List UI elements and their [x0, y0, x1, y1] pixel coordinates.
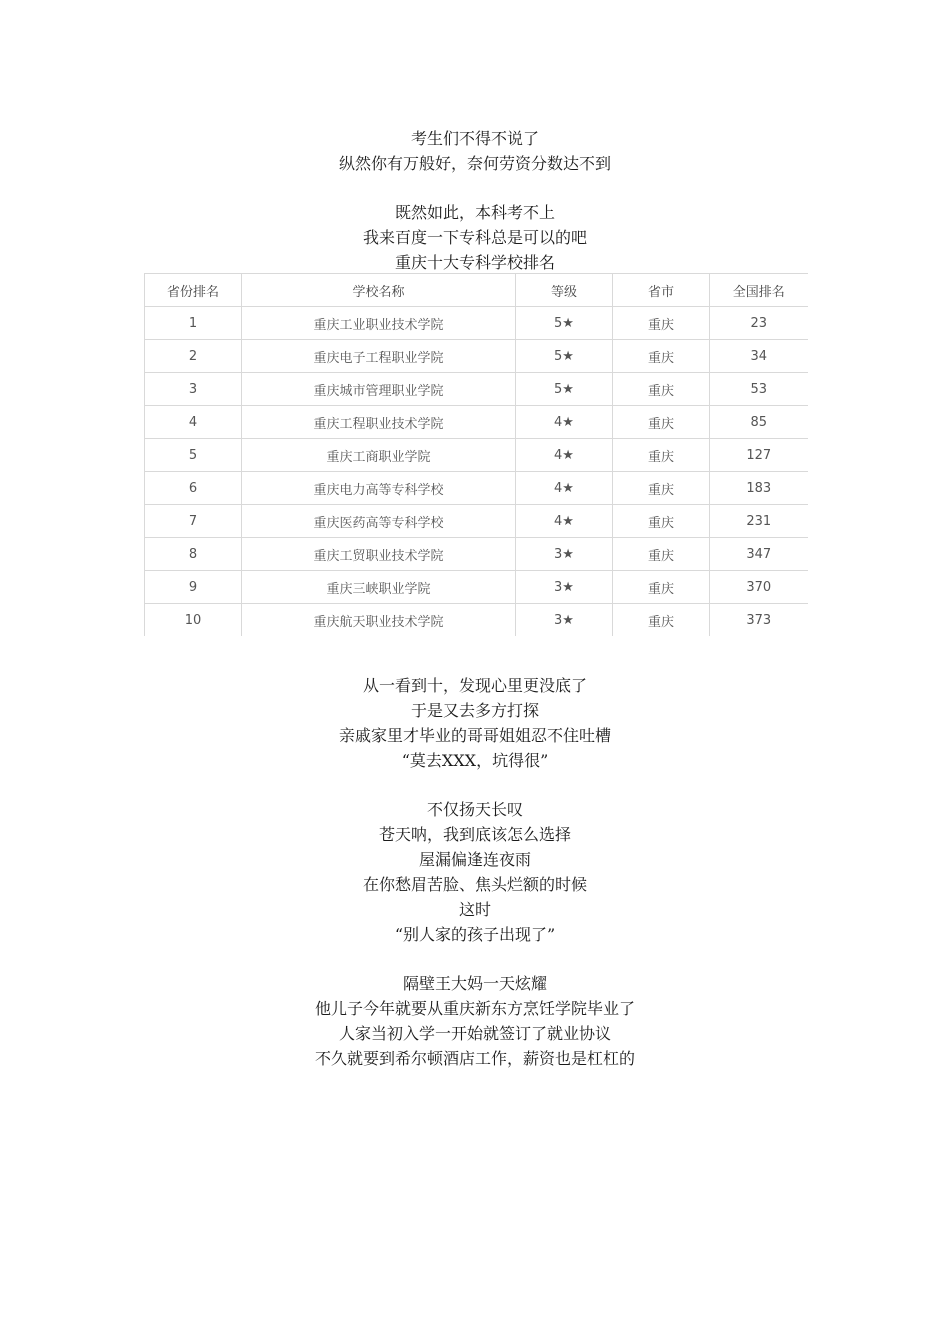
- text-line: 既然如此，本科考不上: [394, 203, 555, 222]
- table-row: [145, 472, 808, 505]
- cell-grade: 3★: [516, 604, 613, 637]
- cell-national-rank: 183: [710, 472, 808, 505]
- cell-national-rank: 127: [710, 439, 808, 472]
- text-line: 屋漏偏逢连夜雨: [418, 850, 531, 869]
- text-line: 考生们不得不说了: [410, 129, 539, 148]
- cell-province-rank: 2: [145, 340, 242, 373]
- table-row: [145, 505, 808, 538]
- table-row: [145, 307, 808, 340]
- cell-national-rank: 85: [710, 406, 808, 439]
- table-row: [145, 340, 808, 373]
- table-row: [145, 571, 808, 604]
- cell-city: 重庆: [613, 307, 710, 340]
- cell-school-name: 重庆城市管理职业学院: [242, 373, 516, 406]
- cell-city: 重庆: [613, 373, 710, 406]
- cell-national-rank: 231: [710, 505, 808, 538]
- cell-grade: 5★: [516, 307, 613, 340]
- cell-national-rank: 53: [710, 373, 808, 406]
- cell-school-name: 重庆航天职业技术学院: [242, 604, 516, 637]
- search-intro-paragraph: [0, 200, 950, 275]
- cell-province-rank: 3: [145, 373, 242, 406]
- cell-city: 重庆: [613, 505, 710, 538]
- text-line: 在你愁眉苦脸、焦头烂额的时候: [362, 875, 587, 894]
- cell-province-rank: 8: [145, 538, 242, 571]
- quote-line: “莫去XXX，坑得很”: [401, 751, 549, 770]
- cell-city: 重庆: [613, 439, 710, 472]
- cell-grade: 5★: [516, 340, 613, 373]
- cell-national-rank: 373: [710, 604, 808, 637]
- cell-province-rank: 10: [145, 604, 242, 637]
- lament-paragraph: [0, 797, 950, 947]
- table-header-row: [145, 274, 808, 307]
- cell-province-rank: 4: [145, 406, 242, 439]
- table-row: [145, 538, 808, 571]
- cell-province-rank: 5: [145, 439, 242, 472]
- cell-grade: 4★: [516, 406, 613, 439]
- text-line: 不仅扬天长叹: [426, 800, 523, 819]
- cell-province-rank: 1: [145, 307, 242, 340]
- cell-national-rank: 347: [710, 538, 808, 571]
- cell-grade: 5★: [516, 373, 613, 406]
- inquiry-paragraph: [0, 673, 950, 773]
- cell-province-rank: 7: [145, 505, 242, 538]
- text-line: 隔壁王大妈一天炫耀: [402, 974, 547, 993]
- cell-grade: 4★: [516, 439, 613, 472]
- cell-national-rank: 370: [710, 571, 808, 604]
- cell-school-name: 重庆工业职业技术学院: [242, 307, 516, 340]
- text-line: 人家当初入学一开始就签订了就业协议: [338, 1024, 611, 1043]
- table-row: [145, 439, 808, 472]
- cell-province-rank: 9: [145, 571, 242, 604]
- table-caption: 重庆十大专科学校排名: [394, 253, 555, 272]
- text-line: 苍天呐，我到底该怎么选择: [378, 825, 571, 844]
- cell-city: 重庆: [613, 571, 710, 604]
- school-ranking-table: [144, 273, 808, 636]
- table-row: [145, 604, 808, 637]
- text-line: 纵然你有万般好，奈何劳资分数达不到: [338, 154, 611, 173]
- quote-line: “别人家的孩子出现了”: [394, 925, 556, 944]
- cell-school-name: 重庆工程职业技术学院: [242, 406, 516, 439]
- cell-grade: 3★: [516, 538, 613, 571]
- cell-city: 重庆: [613, 406, 710, 439]
- cell-grade: 3★: [516, 571, 613, 604]
- cell-city: 重庆: [613, 472, 710, 505]
- header-city: 省市: [613, 274, 710, 307]
- cell-national-rank: 34: [710, 340, 808, 373]
- cell-school-name: 重庆工商职业学院: [242, 439, 516, 472]
- text-line: 从一看到十，发现心里更没底了: [362, 676, 587, 695]
- table-row: [145, 373, 808, 406]
- cell-city: 重庆: [613, 340, 710, 373]
- cell-province-rank: 6: [145, 472, 242, 505]
- cell-grade: 4★: [516, 505, 613, 538]
- text-line: 不久就要到希尔顿酒店工作，薪资也是杠杠的: [314, 1049, 635, 1068]
- cell-city: 重庆: [613, 538, 710, 571]
- text-line: 他儿子今年就要从重庆新东方烹饪学院毕业了: [314, 999, 635, 1018]
- cell-school-name: 重庆医药高等专科学校: [242, 505, 516, 538]
- cell-school-name: 重庆三峡职业学院: [242, 571, 516, 604]
- cell-school-name: 重庆工贸职业技术学院: [242, 538, 516, 571]
- cell-school-name: 重庆电力高等专科学校: [242, 472, 516, 505]
- cell-city: 重庆: [613, 604, 710, 637]
- header-grade: 等级: [516, 274, 613, 307]
- text-line: 亲戚家里才毕业的哥哥姐姐忍不住吐槽: [338, 726, 611, 745]
- neighbor-paragraph: [0, 971, 950, 1071]
- text-line: 于是又去多方打探: [410, 701, 539, 720]
- header-school-name: 学校名称: [242, 274, 516, 307]
- cell-grade: 4★: [516, 472, 613, 505]
- header-province-rank: 省份排名: [145, 274, 242, 307]
- header-national-rank: 全国排名: [710, 274, 808, 307]
- cell-school-name: 重庆电子工程职业学院: [242, 340, 516, 373]
- intro-paragraph: [0, 126, 950, 176]
- text-line: 这时: [458, 900, 491, 919]
- table-row: [145, 406, 808, 439]
- cell-national-rank: 23: [710, 307, 808, 340]
- text-line: 我来百度一下专科总是可以的吧: [362, 228, 587, 247]
